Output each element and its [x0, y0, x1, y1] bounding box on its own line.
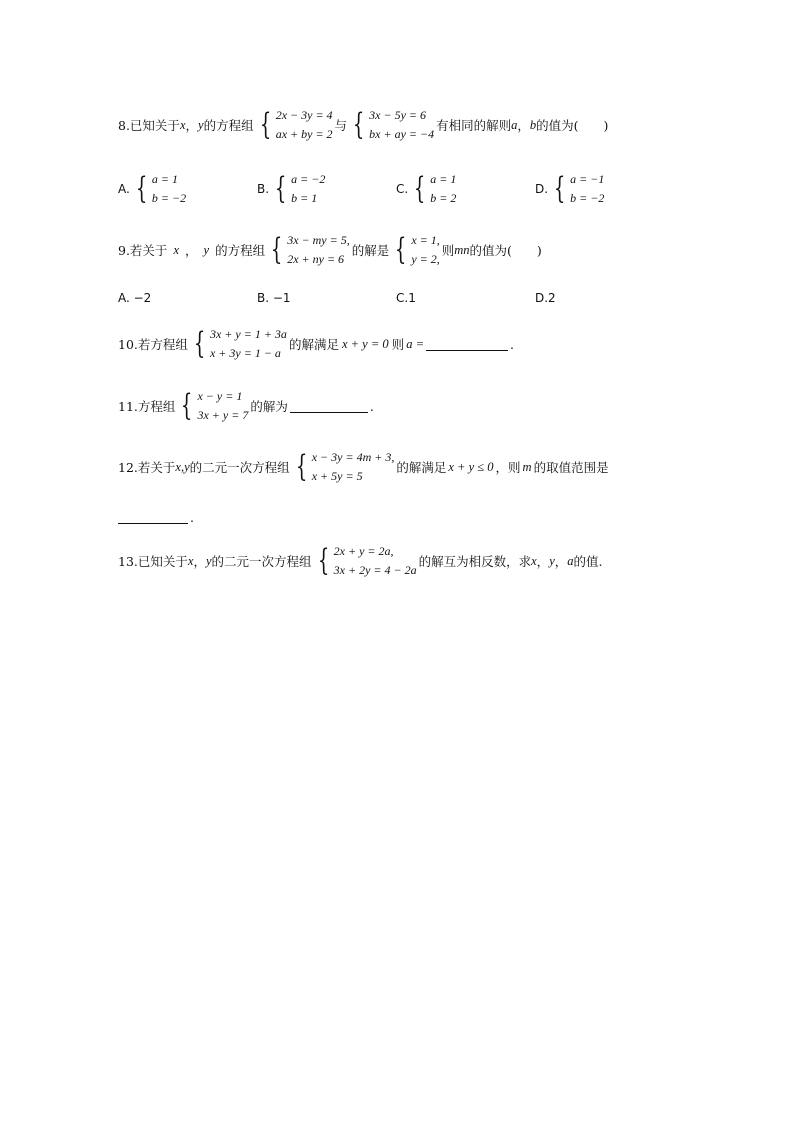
- brace-icon: {: [259, 107, 271, 142]
- q9-options: [118, 291, 718, 305]
- option-label: B. −1: [257, 291, 291, 305]
- q11-sys-line2: 3x + y = 7: [197, 408, 249, 422]
- q9-system-2: [391, 231, 440, 269]
- q13-end: 的值.: [573, 553, 603, 569]
- q9-sep: ，: [185, 242, 198, 258]
- q8-sys2-line1: 3x − 5y = 6: [369, 108, 427, 122]
- brace-icon: {: [270, 232, 283, 267]
- option-label: A.: [118, 182, 130, 196]
- q8-end: 的值为( ): [536, 117, 609, 133]
- q8-var-y: y: [198, 117, 204, 132]
- q8-sep: ，: [185, 117, 199, 133]
- q12-then: ，则: [495, 459, 521, 475]
- q11-answer-blank[interactable]: [290, 400, 368, 413]
- q13-var-x: x: [187, 553, 194, 568]
- q13-var-y: y: [205, 553, 212, 568]
- brace-icon: {: [352, 107, 365, 142]
- q9-link: 的解是: [351, 242, 390, 258]
- q10-sys-line1: 3x + y = 1 + 3a: [209, 327, 287, 341]
- q9-option-d[interactable]: [535, 291, 674, 305]
- brace-icon: {: [414, 171, 426, 206]
- brace-icon: {: [181, 388, 193, 423]
- q8-system-2: [349, 106, 434, 144]
- q10-answer-blank[interactable]: [426, 338, 508, 351]
- question-8: [118, 106, 734, 144]
- option-line: a = −1: [570, 172, 605, 186]
- q9-sys2-line1: x = 1,: [411, 233, 440, 247]
- q8-var-a: a: [511, 117, 518, 132]
- option-label: D.2: [535, 291, 556, 305]
- q9-prefix: 9.若关于: [118, 242, 168, 258]
- q9-option-c[interactable]: [396, 291, 535, 305]
- q8-mid: 的方程组: [203, 117, 254, 133]
- q8-option-d[interactable]: [535, 170, 674, 208]
- q11-prefix: 11.方程组: [118, 398, 176, 414]
- q10-then: 则: [391, 336, 405, 352]
- q8-var-x: x: [179, 117, 186, 132]
- option-line: b = 2: [430, 191, 457, 205]
- q12-answer-blank[interactable]: [118, 511, 188, 524]
- q13-suffix: 的解互为相反数，求: [418, 553, 532, 569]
- option-label: C.1: [396, 291, 416, 305]
- q10-var-a: a =: [406, 336, 424, 351]
- q11-system: [177, 387, 248, 425]
- q10-mid: 的解满足: [288, 336, 339, 352]
- q9-var-mn: mn: [454, 242, 470, 257]
- q11-mid: 的解为: [250, 398, 288, 414]
- option-line: a = 1: [151, 172, 179, 186]
- q13-sys-line2: 3x + 2y = 4 − 2a: [333, 563, 417, 577]
- q12-sys-line1: x − 3y = 4m + 3,: [311, 450, 395, 464]
- brace-icon: {: [193, 326, 206, 361]
- q9-option-a[interactable]: [118, 291, 257, 305]
- brace-icon: {: [295, 449, 307, 484]
- q8-var-b: b: [529, 117, 537, 132]
- q9-sys1-line1: 3x − my = 5,: [287, 233, 350, 247]
- brace-icon: {: [553, 171, 566, 206]
- q10-end: .: [510, 336, 514, 352]
- q9-var-y: y: [203, 242, 210, 257]
- q8-suffix: 有相同的解则: [436, 117, 512, 133]
- option-label: B.: [257, 182, 270, 196]
- q11-sys-line1: x − y = 1: [197, 389, 243, 403]
- q8-options: [118, 170, 718, 208]
- option-line: b = −2: [151, 191, 187, 205]
- brace-icon: {: [274, 171, 287, 206]
- brace-icon: {: [135, 171, 148, 206]
- q12-end2: .: [190, 510, 194, 525]
- q9-mid: 的方程组: [215, 242, 266, 258]
- option-label: C.: [396, 182, 409, 196]
- q8-option-c[interactable]: [396, 170, 535, 208]
- option-label: D.: [535, 182, 549, 196]
- q12-vars: x,y: [175, 459, 190, 474]
- option-line: b = −2: [570, 191, 605, 205]
- q12-var-m: m: [522, 459, 532, 474]
- q8-sys2-line2: bx + ay = −4: [369, 127, 435, 141]
- q9-sys1-line2: 2x + ny = 6: [287, 252, 345, 266]
- q9-option-b[interactable]: [257, 291, 396, 305]
- q13-sys-line1: 2x + y = 2a,: [333, 544, 394, 558]
- q9-end: 的值为( ): [469, 242, 542, 258]
- q8-prefix: 8.已知关于: [118, 117, 180, 133]
- q12-condition: x + y ≤ 0: [448, 459, 494, 474]
- q11-end: .: [369, 398, 374, 414]
- q8-option-b[interactable]: [257, 170, 396, 208]
- q13-tail-sep2: ，: [554, 553, 568, 569]
- q12-mid: 的二元一次方程组: [189, 459, 290, 475]
- q13-prefix: 13.已知关于: [118, 553, 188, 569]
- question-13: [118, 542, 734, 580]
- question-12: [118, 448, 734, 486]
- q9-suffix: 则: [441, 242, 455, 258]
- option-line: a = 1: [430, 172, 457, 186]
- option-line: b = 1: [291, 191, 318, 205]
- q10-system: [190, 325, 287, 363]
- q8-sys1-line2: ax + by = 2: [275, 127, 333, 141]
- q10-condition: x + y = 0: [341, 336, 389, 351]
- q10-sys-line2: x + 3y = 1 − a: [209, 346, 281, 360]
- option-line: a = −2: [291, 172, 326, 186]
- q8-sys1-line1: 2x − 3y = 4: [275, 108, 333, 122]
- question-11: [118, 387, 734, 425]
- q9-system-1: [267, 231, 350, 269]
- q8-sep2: ，: [517, 117, 530, 133]
- q12-prefix: 12.若关于: [118, 459, 176, 475]
- q13-tail-a: a: [567, 553, 574, 568]
- q12-mid2: 的解满足: [396, 459, 447, 475]
- brace-icon: {: [395, 232, 407, 267]
- q13-tail-x: x: [531, 553, 537, 568]
- q9-var-x: x: [173, 242, 179, 257]
- q8-option-a[interactable]: [118, 170, 257, 208]
- q10-prefix: 10.若方程组: [118, 336, 188, 352]
- q13-tail-y: y: [549, 553, 555, 568]
- q12-sys-line2: x + 5y = 5: [311, 469, 363, 483]
- q13-sep: ，: [193, 553, 206, 569]
- q13-mid: 的二元一次方程组: [211, 553, 312, 569]
- q12-system: [292, 448, 395, 486]
- question-9: [118, 231, 734, 269]
- q13-system: [314, 542, 417, 580]
- question-10: [118, 325, 734, 363]
- q12-end: 的取值范围是: [533, 459, 609, 475]
- q8-system-1: [256, 106, 333, 144]
- q9-sys2-line2: y = 2,: [411, 252, 440, 266]
- option-label: A. −2: [118, 291, 152, 305]
- question-12-answer-line: [118, 510, 734, 525]
- q8-link: 与: [334, 117, 348, 133]
- q13-tail-sep1: ，: [536, 553, 550, 569]
- brace-icon: {: [317, 543, 329, 578]
